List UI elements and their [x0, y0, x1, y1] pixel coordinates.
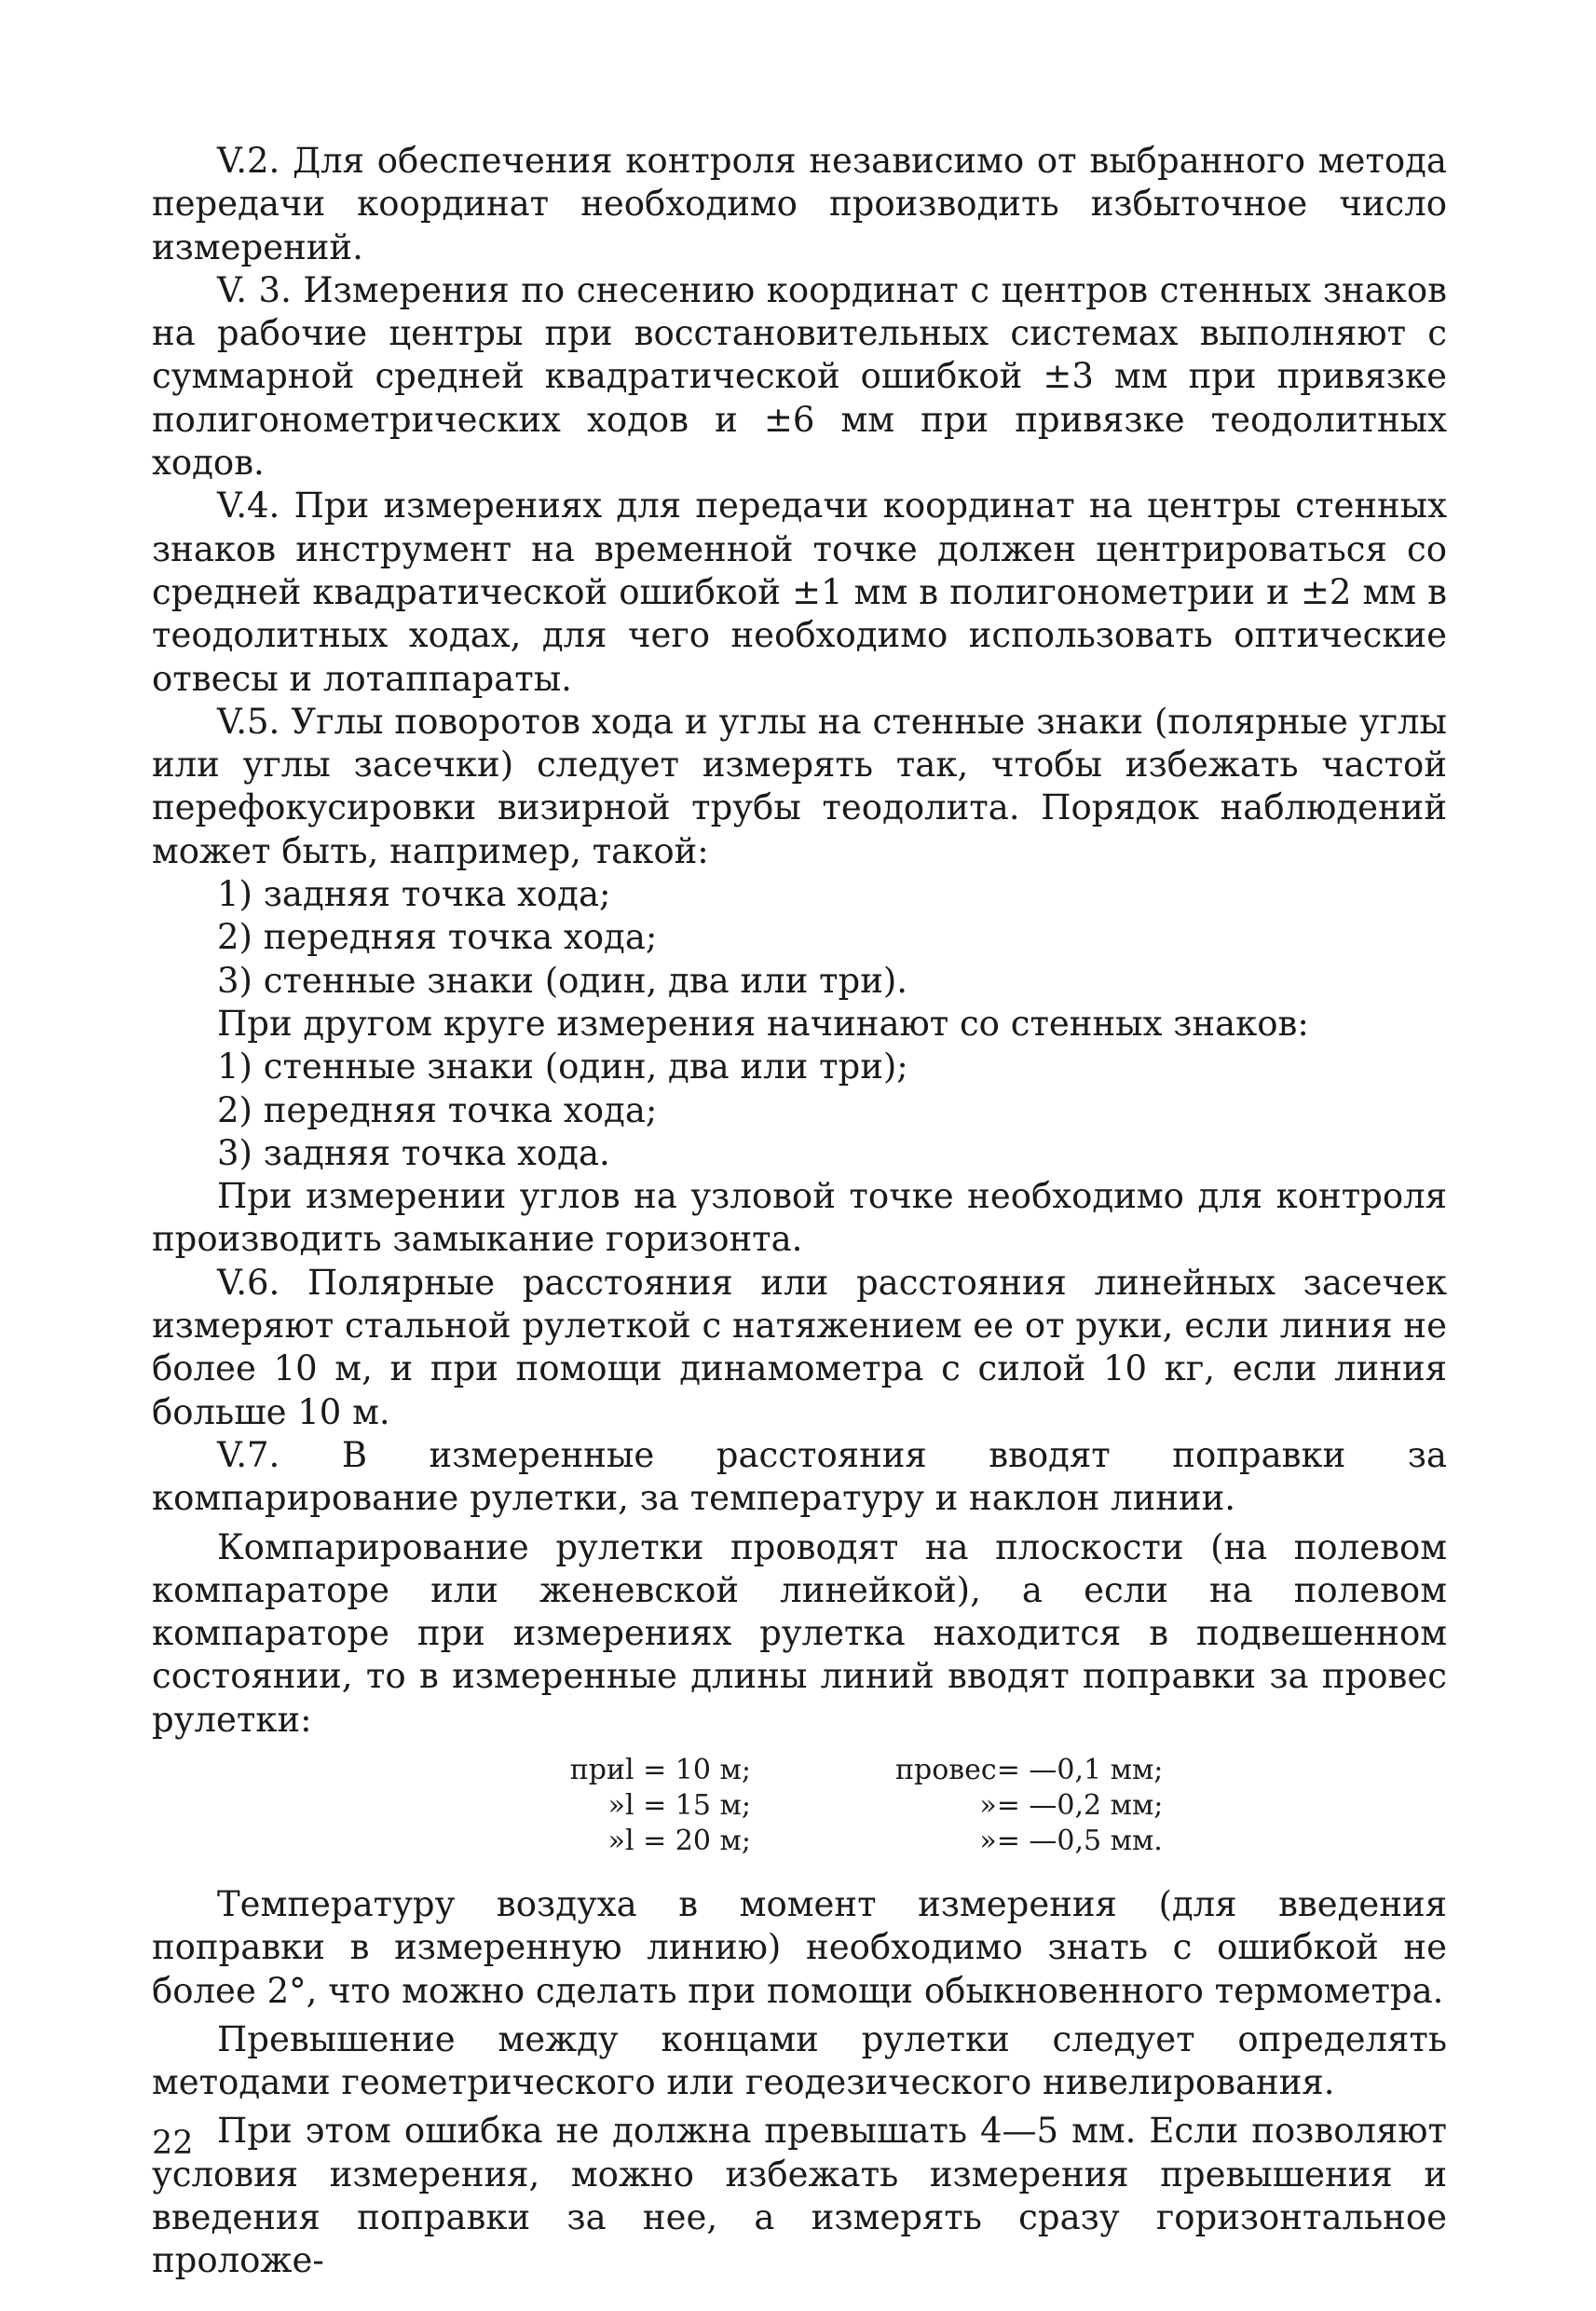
list-intro: При другом круге измерения начинают со стенных знаков: [217, 1003, 1309, 1044]
row-value: = —0,2 мм; [996, 1788, 1164, 1822]
paragraph-elevation: Превышение между концами рулетки следует определять методами геометрического или геодезического нивелирования. [152, 2018, 1447, 2103]
table-row [439, 1753, 1163, 1788]
row-value: = —0,5 мм. [996, 1824, 1163, 1857]
paragraph-v2: V.2. Для обеспечения контроля независимо от выбранного метода передачи координат необходимо производить избыточное число измерений. [152, 141, 1447, 267]
paragraph-node-angles: При измерении углов на узловой точке необходимо для контроля производить замыкание горизонта. [152, 1176, 1447, 1260]
table-row [439, 1824, 1163, 1859]
paragraph-error: При этом ошибка не должна превышать 4—5 мм. Если позволяют условия измерения, можно избежать измерения превышения и введения поправки за нее, а измерять сразу горизонтальное проложе- [152, 2111, 1447, 2281]
paragraph-comparison: Компарирование рулетки проводят на плоскости (на полевом компараторе или женевской линейкой), а если на полевом компараторе при измерениях рулетка находится в подвешенном состоянии, то в измеренные длины линий вводят поправки за провес рулетки: [152, 1526, 1447, 1740]
row-label: провес [895, 1753, 997, 1786]
list-item: 1) задняя точка хода; [217, 874, 611, 915]
row-length: l = 20 м; [625, 1824, 751, 1857]
row-value: = —0,1 мм; [996, 1753, 1164, 1786]
list-item: 3) задняя точка хода. [217, 1132, 610, 1173]
row-label: » [979, 1824, 997, 1857]
row-label: » [979, 1788, 997, 1822]
row-length: l = 15 м; [625, 1788, 751, 1822]
paragraph-v7: V.7. В измеренные расстояния вводят поправки за компарирование рулетки, за температуру и наклон линии. [152, 1434, 1447, 1519]
row-prefix: при [569, 1753, 625, 1786]
paragraph-v4: V.4. При измерениях для передачи координат на центры стенных знаков инструмент на временной точке должен центрироваться со средней квадратической ошибкой ±1 мм в полигонометрии и ±2 мм в теодолитных ходах, для чего необходимо использовать оптические отвесы и лотаппараты. [152, 485, 1447, 699]
sag-correction-table [152, 1753, 1447, 1859]
paragraph-temperature: Температуру воздуха в момент измерения (для введения поправки в измеренную линию) необходимо знать с ошибкой не более 2°, что можно сделать при помощи обыкновенного термометра. [152, 1883, 1447, 2011]
list-item: 2) передняя точка хода; [217, 917, 658, 958]
paragraph-v6: V.6. Полярные расстояния или расстояния линейных засечек измеряют стальной рулеткой с натяжением ее от руки, если линия не более 10 м, и при помощи динамометра с силой 10 кг, если линия больше 10 м. [152, 1262, 1447, 1432]
page-number: 22 [152, 2125, 194, 2162]
row-length: l = 10 м; [625, 1753, 751, 1786]
table-row [439, 1788, 1163, 1824]
list-item: 2) передняя точка хода; [217, 1089, 658, 1130]
row-prefix: » [607, 1824, 625, 1857]
row-prefix: » [607, 1788, 625, 1822]
paragraph-v5: V.5. Углы поворотов хода и углы на стенные знаки (полярные углы или углы засечки) следует измерять так, чтобы избежать частой перефокусировки визирной трубы теодолита. Порядок наблюдений может быть, например, такой: [152, 701, 1447, 871]
list-item: 1) стенные знаки (один, два или три); [217, 1046, 908, 1087]
list-item: 3) стенные знаки (один, два или три). [217, 960, 908, 1001]
paragraph-v3: V. 3. Измерения по снесению координат с центров стенных знаков на рабочие центры при восстановительных системах выполняют с суммарной средней квадратической ошибкой ±3 мм при привязке полигонометрических ходов и ±6 мм при привязке теодолитных ходов. [152, 269, 1447, 484]
